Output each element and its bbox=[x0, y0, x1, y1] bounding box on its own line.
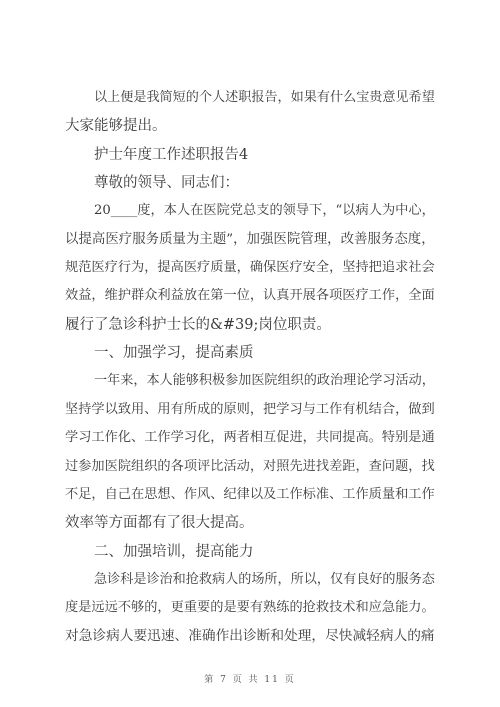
section-heading: 一、加强学习，提高素质 bbox=[94, 345, 254, 361]
text-line: 急诊科是诊治和抢救病人的场所，所以，仅有良好的服务态 bbox=[94, 572, 435, 587]
text-line: 效益，维护群众利益放在第一位，认真开展各项医疗工作，全面 bbox=[65, 288, 435, 303]
text-line: 对急诊病人要迅速、准确作出诊断和处理，尽快减轻病人的痛 bbox=[65, 628, 435, 644]
text-line: 以上便是我简短的个人述职报告，如果有什么宝贵意见希望 bbox=[94, 90, 435, 105]
text-line: 履行了急诊科护士长的&#39;岗位职责。 bbox=[65, 317, 331, 333]
text-line: 度是远远不够的，更重要的是要有熟练的抢救技术和应急能力。 bbox=[65, 600, 435, 615]
text-line: 不足，自己在思想、作风、纪律以及工作标准、工作质量和工作 bbox=[65, 487, 435, 502]
section-title: 护士年度工作述职报告4 bbox=[94, 147, 249, 163]
text-line: 学习工作化、工作学习化，两者相互促进，共同提高。特别是通 bbox=[65, 430, 435, 445]
page-number: 第 7 页 共 11 页 bbox=[204, 675, 296, 685]
salutation: 尊敬的领导、同志们： bbox=[94, 175, 239, 191]
text-line: 效率等方面都有了很大提高。 bbox=[65, 515, 254, 531]
section-heading: 二、加强培训，提高能力 bbox=[94, 544, 254, 560]
text-line: 大家能够提出。 bbox=[65, 118, 167, 134]
text-line: 一年来，本人能够积极参加医院组织的政治理论学习活动， bbox=[94, 373, 435, 388]
text-line: 以提高医疗服务质量为主题”，加强医院管理，改善服务态度， bbox=[65, 232, 435, 247]
text-line: 20____度，本人在医院党总支的领导下，“以病人为中心， bbox=[94, 203, 435, 218]
text-line: 坚持学以致用、用有所成的原则，把学习与工作有机结合，做到 bbox=[65, 402, 435, 417]
text-line: 规范医疗行为，提高医疗质量，确保医疗安全，坚持把追求社会 bbox=[65, 260, 435, 275]
text-line: 过参加医院组织的各项评比活动，对照先进找差距，查问题，找 bbox=[65, 459, 435, 474]
